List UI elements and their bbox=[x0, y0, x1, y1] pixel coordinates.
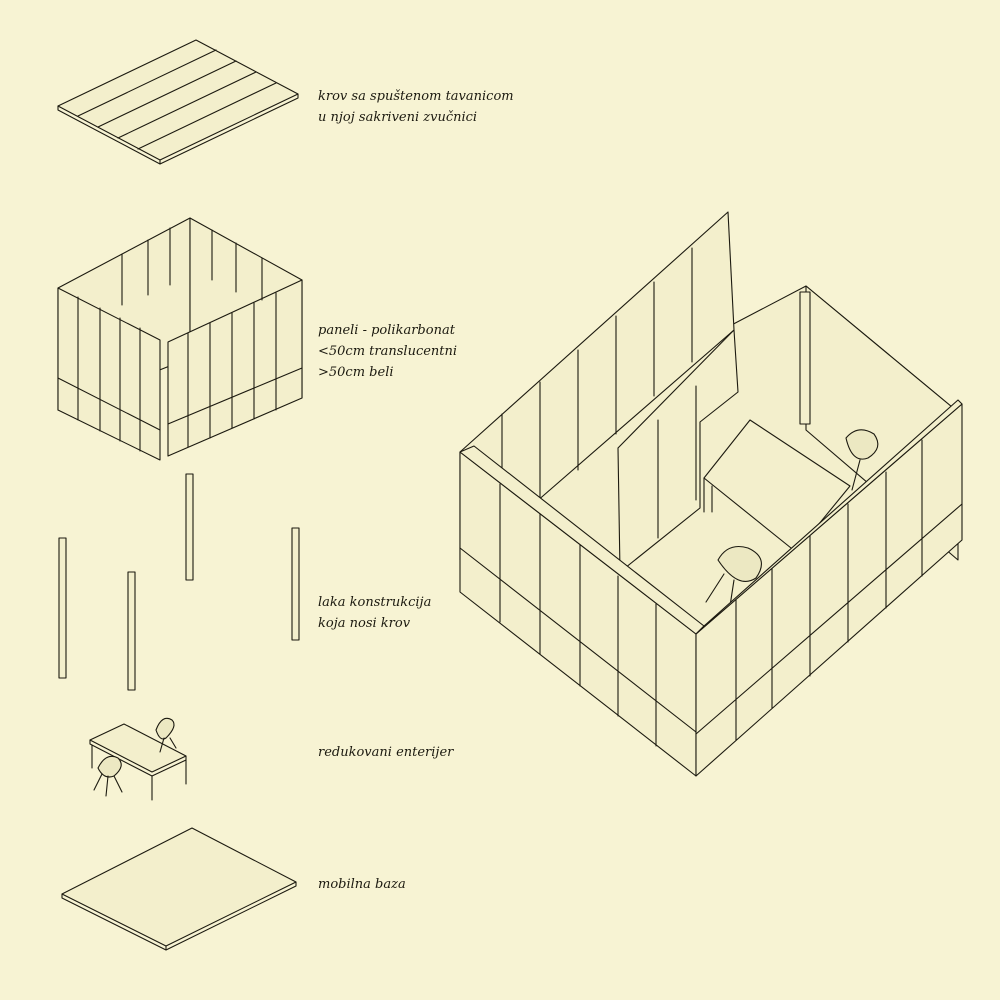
label-interior bbox=[318, 742, 453, 763]
label-panels-line-2: <50cm translucentni bbox=[318, 344, 458, 359]
label-roof-line-2: u njoj sakriveni zvučnici bbox=[318, 110, 478, 125]
label-structure bbox=[318, 592, 431, 634]
label-panels-line-3: >50cm beli bbox=[318, 365, 394, 380]
interior-layer bbox=[90, 718, 186, 800]
label-panels-line-1: paneli - polikarbonat bbox=[318, 323, 455, 338]
label-base-line-1: mobilna baza bbox=[318, 877, 406, 892]
label-panels bbox=[318, 320, 457, 383]
label-roof bbox=[318, 86, 514, 128]
base-layer bbox=[62, 828, 296, 950]
label-base bbox=[318, 874, 406, 895]
label-structure-line-2: koja nosi krov bbox=[318, 616, 411, 631]
assembled-pavilion bbox=[460, 212, 962, 776]
label-interior-line-1: redukovani enterijer bbox=[318, 745, 454, 760]
panels-layer bbox=[58, 218, 302, 460]
label-roof-line-1: krov sa spuštenom tavanicom bbox=[318, 89, 514, 104]
roof-layer bbox=[58, 40, 298, 164]
label-structure-line-1: laka konstrukcija bbox=[318, 595, 432, 610]
structure-layer bbox=[59, 474, 299, 690]
